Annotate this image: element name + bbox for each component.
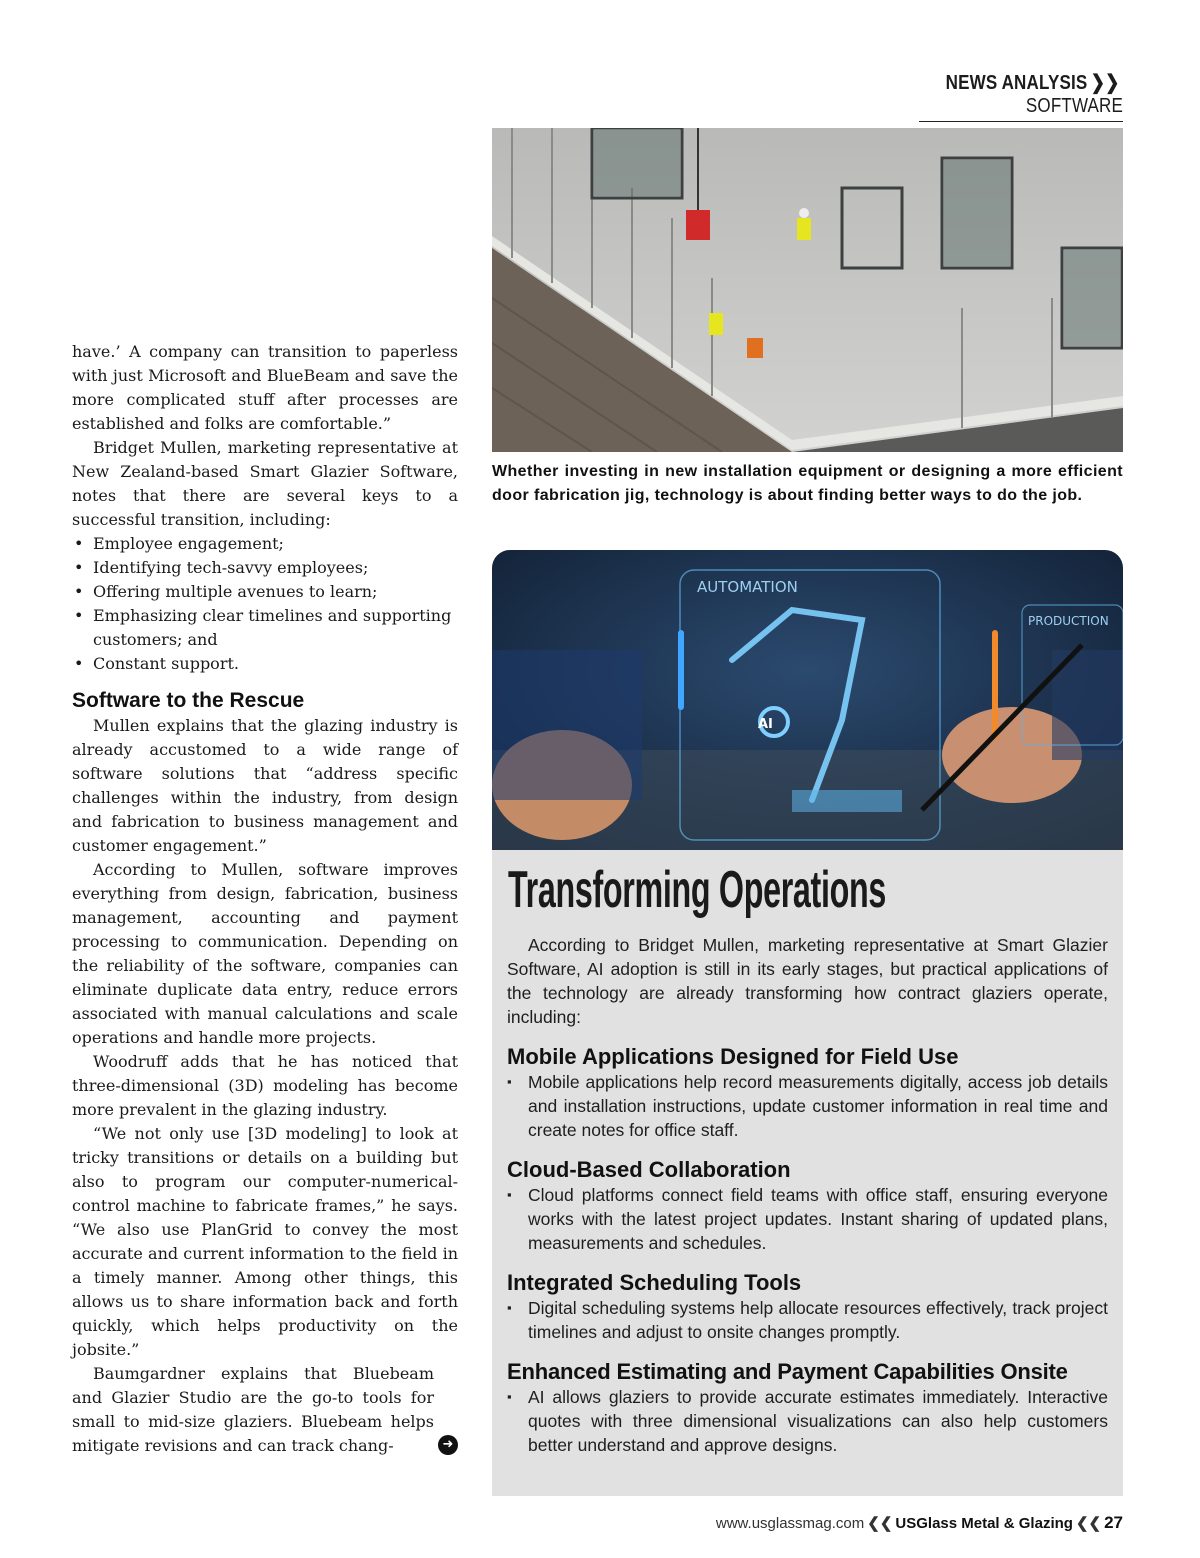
list-item: • Employee engagement;: [72, 532, 458, 556]
sidebar-bullet: ▪ AI allows glaziers to provide accurate estimates immediately. Interactive quotes with three dimensional visualizations can also help customers better understand and approve designs.: [507, 1385, 1108, 1457]
left-column: [72, 340, 458, 1458]
sidebar-bullet: ▪ Mobile applications help record measurements digitally, access job details and installation instructions, update customer information in real time and create notes for office staff.: [507, 1070, 1108, 1142]
magazine-name: USGlass Metal & Glazing: [895, 1515, 1073, 1532]
page-number: 27: [1104, 1513, 1123, 1532]
sidebar-title: Transforming Operations: [508, 861, 887, 919]
sidebar-intro: According to Bridget Mullen, marketing representative at Smart Glazier Software, AI adoption is still in its early stages, but practical applications of the technology are already transforming how contract glaziers operate, including:: [507, 935, 1108, 1027]
keys-list: [72, 532, 458, 676]
section-label: NEWS ANALYSIS: [945, 72, 1088, 94]
ai-badge-label: AI: [758, 717, 773, 732]
sidebar-subheading: Mobile Applications Designed for Field Use: [507, 1044, 959, 1069]
production-label: PRODUCTION: [1028, 614, 1109, 628]
paragraph: Baumgardner explains that Bluebeam and Glazier Studio are the go-to tools for small to mid-size glaziers. Bluebeam helps mitigate revisions and can track chang-: [72, 1364, 434, 1455]
chevron-left-icon: ❮❮: [1075, 1515, 1102, 1532]
sidebar-bullet: ▪ Cloud platforms connect field teams with office staff, ensuring everyone works with the latest project updates. Instant sharing of updated plans, measurements and schedules.: [507, 1183, 1108, 1255]
subheading: Software to the Rescue: [72, 689, 305, 712]
sidebar-bullet: ▪ Digital scheduling systems help allocate resources effectively, track project timelines and adjust to onsite changes promptly.: [507, 1296, 1108, 1344]
photo-caption: Whether investing in new installation equipment or designing a more efficient door fabrication jig, technology is about finding better ways to do the job.: [492, 463, 1123, 504]
paragraph: Woodruff adds that he has noticed that three-dimensional (3D) modeling has become more prevalent in the glazing industry.: [72, 1052, 458, 1119]
sidebar-box: [492, 550, 1123, 1496]
subsection-label: SOFTWARE: [1025, 95, 1123, 117]
list-item: • Offering multiple avenues to learn;: [72, 580, 458, 604]
automation-label: AUTOMATION: [697, 578, 798, 596]
list-item: • Constant support.: [72, 652, 458, 676]
sidebar-body: [507, 933, 1108, 1457]
paragraph: According to Mullen, software improves everything from design, fabrication, business management, accounting and payment processing to communication. Depending on the reliability of the software, companies can eliminate duplicate data entry, reduce errors associated with manual calculations and scale operations and handle more projects.: [72, 860, 458, 1047]
page-footer: [716, 1513, 1123, 1533]
paragraph: Mullen explains that the glazing industry is already accustomed to a wide range of software solutions that “address specific challenges within the industry, from design and fabrication to business management and customer engagement.”: [72, 716, 458, 855]
list-item: • Identifying tech-savvy employees;: [72, 556, 458, 580]
construction-photo: [492, 128, 1123, 452]
construction-illustration: [492, 128, 1123, 452]
list-item: • Emphasizing clear timelines and supporting customers; and: [72, 604, 458, 652]
paragraph: Bridget Mullen, marketing representative at New Zealand-based Smart Glazier Software, notes that there are several keys to a successful transition, including:: [72, 438, 458, 529]
footer-url[interactable]: www.usglassmag.com: [715, 1515, 865, 1532]
paragraph: “We not only use [3D modeling] to look at tricky transitions or details on a building but also to program our computer-numerical-control machine to fabricate frames,” he says. “We also use PlanGrid to convey the most accurate and current information to the field in a timely manner. Among other things, this allows us to share information back and forth quickly, which helps productivity on the jobsite.”: [72, 1124, 458, 1359]
paragraph: have.’ A company can transition to paperless with just Microsoft and BlueBeam and save the more complicated stuff after processes are established and folks are comfortable.”: [72, 342, 458, 433]
section-header: [919, 70, 1123, 122]
sidebar-subheading: Integrated Scheduling Tools: [507, 1270, 802, 1295]
chevron-right-icon: ❯❯: [1090, 72, 1120, 94]
sidebar-subheading: Enhanced Estimating and Payment Capabilities Onsite: [507, 1359, 1068, 1384]
ai-automation-illustration: [492, 550, 1123, 850]
continue-arrow-icon[interactable]: ➜: [438, 1435, 458, 1455]
chevron-left-icon: ❮❮: [867, 1515, 893, 1532]
sidebar-subheading: Cloud-Based Collaboration: [507, 1157, 791, 1182]
